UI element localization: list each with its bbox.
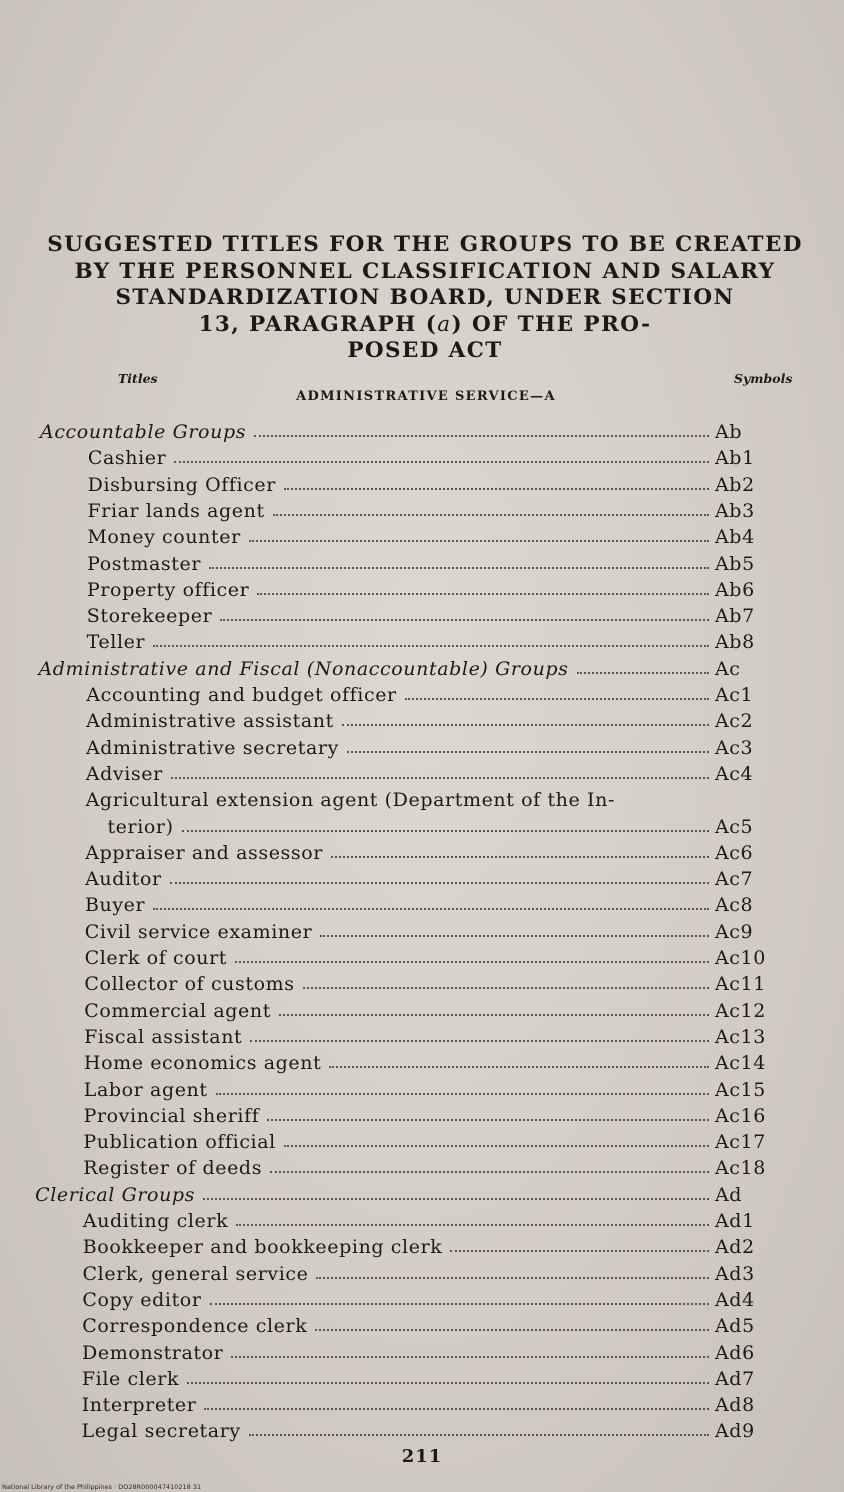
symbol-code: Ac10 [714, 947, 766, 969]
title-name: Administrative assistant [86, 710, 334, 733]
title-row [86, 759, 785, 785]
title-name: Clerk of court [84, 947, 228, 969]
dot-leader [216, 1093, 709, 1095]
symbol-code: Ab1 [714, 447, 755, 470]
dot-leader [405, 698, 709, 700]
title-name: Bookkeeper and bookkeeping clerk [82, 1236, 443, 1259]
dot-leader [235, 961, 709, 963]
symbol-code: Ad4 [714, 1288, 755, 1311]
dot-leader [250, 1040, 709, 1042]
dot-leader [209, 567, 709, 569]
dot-leader [284, 1145, 709, 1147]
title-row [86, 733, 785, 759]
dot-leader [315, 1329, 709, 1331]
symbol-code: Ac4 [714, 762, 754, 785]
title-line: POSED ACT [347, 338, 503, 363]
title-name: Auditor [85, 868, 162, 891]
title-row [86, 785, 705, 811]
symbol-code: Ac15 [715, 1078, 766, 1101]
symbol-code: Ad9 [714, 1420, 755, 1443]
group-heading-row [40, 417, 785, 443]
title-name: Cashier [87, 447, 167, 470]
column-header-titles: Titles [118, 371, 158, 386]
title-name: Publication official [83, 1131, 276, 1154]
title-name: Accounting and budget officer [86, 684, 397, 706]
title-name: Storekeeper [86, 605, 213, 628]
title-name: Friar lands agent [87, 499, 265, 522]
title-line: STANDARDIZATION BOARD, UNDER SECTION [115, 285, 735, 310]
symbol-code: Ad [714, 1183, 743, 1206]
title-row [87, 601, 785, 627]
dot-leader [249, 1434, 709, 1436]
symbol-code: Ad2 [714, 1236, 755, 1259]
dot-leader [231, 1356, 709, 1358]
title-row [87, 627, 785, 653]
title-row [107, 812, 785, 838]
symbol-code: Ad7 [714, 1367, 755, 1390]
title-row [88, 443, 785, 469]
symbol-code: Ad5 [714, 1315, 755, 1338]
dot-leader [329, 1066, 709, 1068]
dot-leader [182, 830, 709, 832]
title-row [83, 1232, 785, 1258]
title-name: Correspondence clerk [82, 1315, 308, 1338]
title-name: Clerk, general service [82, 1262, 309, 1285]
dot-leader [316, 1277, 709, 1279]
symbol-code: Ac5 [714, 815, 754, 838]
group-heading-row [35, 1180, 785, 1206]
title-name: File clerk [81, 1367, 180, 1390]
title-row [84, 969, 785, 995]
symbol-code: Ab7 [714, 605, 755, 628]
dot-leader [174, 461, 709, 463]
title-row [83, 1206, 785, 1232]
title-row [82, 1338, 785, 1364]
symbol-code: Ac2 [714, 710, 754, 733]
dot-leader [210, 1303, 709, 1305]
group-name: Administrative and Fiscal (Nonaccountable) Groups [38, 657, 569, 680]
title-name: Collector of customs [84, 973, 295, 996]
dot-leader [267, 1119, 709, 1121]
title-name: Auditing clerk [82, 1210, 229, 1232]
group-heading-row [38, 654, 785, 680]
title-row [87, 575, 785, 601]
title-row [84, 1048, 785, 1074]
dot-leader [171, 777, 709, 779]
dot-leader [220, 619, 709, 621]
title-name: Agricultural extension agent (Department of the In- [85, 789, 615, 812]
title-name: Money counter [87, 526, 241, 549]
symbol-code: Ac9 [714, 920, 754, 943]
dot-leader [450, 1250, 709, 1252]
symbol-code: Ac14 [714, 1052, 766, 1075]
dot-leader [284, 488, 709, 490]
symbol-code: Ab [715, 421, 743, 443]
symbol-code: Ac13 [714, 1025, 766, 1048]
title-name: Commercial agent [84, 999, 271, 1022]
title-name: Demonstrator [82, 1341, 224, 1364]
dot-leader [203, 1198, 709, 1200]
title-line: 13, PARAGRAPH (a) OF THE PRO- [198, 311, 652, 337]
title-name: Disbursing Officer [87, 473, 276, 496]
title-name: Property officer [86, 578, 250, 601]
service-name: ADMINISTRATIVE SERVICE [296, 389, 531, 404]
symbol-code: Ad6 [714, 1341, 755, 1364]
dot-leader [320, 935, 709, 937]
title-name: Provincial sheriff [83, 1104, 260, 1127]
dot-leader [254, 435, 709, 437]
symbol-code: Ac7 [714, 868, 754, 891]
title-row [85, 838, 785, 864]
symbol-code: Ac3 [714, 736, 754, 759]
title-row [86, 706, 785, 732]
title-row [82, 1364, 785, 1390]
title-name: Postmaster [87, 552, 202, 575]
title-row [84, 996, 785, 1022]
title-name: Labor agent [83, 1078, 208, 1101]
title-name: Legal secretary [81, 1420, 241, 1443]
title-row [82, 1311, 785, 1337]
symbol-code: Ab6 [714, 578, 755, 601]
title-row [87, 549, 785, 575]
dot-leader [347, 751, 709, 753]
title-name: Adviser [85, 762, 163, 785]
library-credit: National Library of the Philippines · DO28R000047410218 31 [2, 1483, 202, 1491]
title-name: Appraiser and assessor [85, 841, 323, 864]
title-row [82, 1390, 785, 1416]
title-name: Home economics agent [83, 1052, 322, 1075]
symbol-code: Ac17 [714, 1131, 766, 1154]
dot-leader [249, 540, 709, 542]
title-row [88, 470, 785, 496]
title-row [85, 890, 785, 916]
service-dash: — [530, 389, 545, 404]
title-row [82, 1416, 785, 1442]
dot-leader [236, 1224, 709, 1226]
title-row [83, 1153, 785, 1179]
symbol-code: Ad8 [714, 1394, 755, 1417]
title-name: Register of deeds [83, 1157, 263, 1180]
symbol-code: Ac18 [714, 1157, 766, 1180]
title-line: SUGGESTED TITLES FOR THE GROUPS TO BE CREATED [47, 232, 803, 257]
title-row [84, 1101, 785, 1127]
symbol-code: Ac6 [714, 841, 754, 864]
symbol-code: Ac1 [714, 684, 754, 706]
title-row [84, 1075, 785, 1101]
dot-leader [204, 1408, 709, 1410]
title-row [87, 496, 785, 522]
symbol-code: Ab2 [714, 473, 755, 496]
dot-leader [303, 987, 709, 989]
title-row [85, 917, 785, 943]
symbol-code: Ac16 [714, 1104, 766, 1127]
dot-leader [153, 645, 709, 647]
service-code: A [544, 389, 556, 404]
symbol-code: Ad1 [714, 1210, 755, 1232]
dot-leader [270, 1171, 709, 1173]
title-name: Copy editor [82, 1288, 202, 1311]
title-row [83, 1127, 785, 1153]
column-header-symbols: Symbols [734, 371, 793, 386]
dot-leader [331, 856, 709, 858]
symbol-code: Ab8 [714, 631, 755, 654]
title-name: Administrative secretary [85, 736, 339, 759]
symbol-code: Ab4 [714, 526, 755, 549]
title-row [87, 522, 785, 548]
symbol-code: Ab5 [714, 552, 755, 575]
title-row [85, 943, 785, 969]
symbol-code: Ad3 [714, 1262, 755, 1285]
symbol-code: Ab3 [714, 499, 755, 522]
dot-leader [273, 514, 709, 516]
dot-leader [279, 1014, 709, 1016]
dot-leader [170, 882, 709, 884]
symbol-code: Ac [714, 657, 741, 680]
title-name: Buyer [84, 894, 146, 917]
dot-leader [342, 724, 709, 726]
title-name: Fiscal assistant [84, 1025, 243, 1048]
symbol-code: Ac8 [714, 894, 754, 917]
title-row [85, 864, 785, 890]
title-name: Interpreter [81, 1394, 197, 1417]
title-row [83, 1259, 785, 1285]
dot-leader [187, 1382, 709, 1384]
group-name: Accountable Groups [40, 421, 247, 443]
title-row [84, 1022, 785, 1048]
symbol-code: Ac12 [714, 999, 766, 1022]
title-name: Teller [86, 631, 146, 654]
dot-leader [153, 908, 709, 910]
title-line: BY THE PERSONNEL CLASSIFICATION AND SALARY [74, 258, 776, 284]
page-number: 211 [401, 1446, 443, 1467]
title-row [82, 1285, 785, 1311]
title-name: terior) [107, 815, 174, 838]
symbol-code: Ac11 [714, 973, 766, 996]
title-row [86, 680, 785, 706]
title-name: Civil service examiner [84, 920, 313, 943]
dot-leader [257, 593, 709, 595]
dot-leader [577, 672, 709, 674]
group-name: Clerical Groups [35, 1183, 196, 1206]
